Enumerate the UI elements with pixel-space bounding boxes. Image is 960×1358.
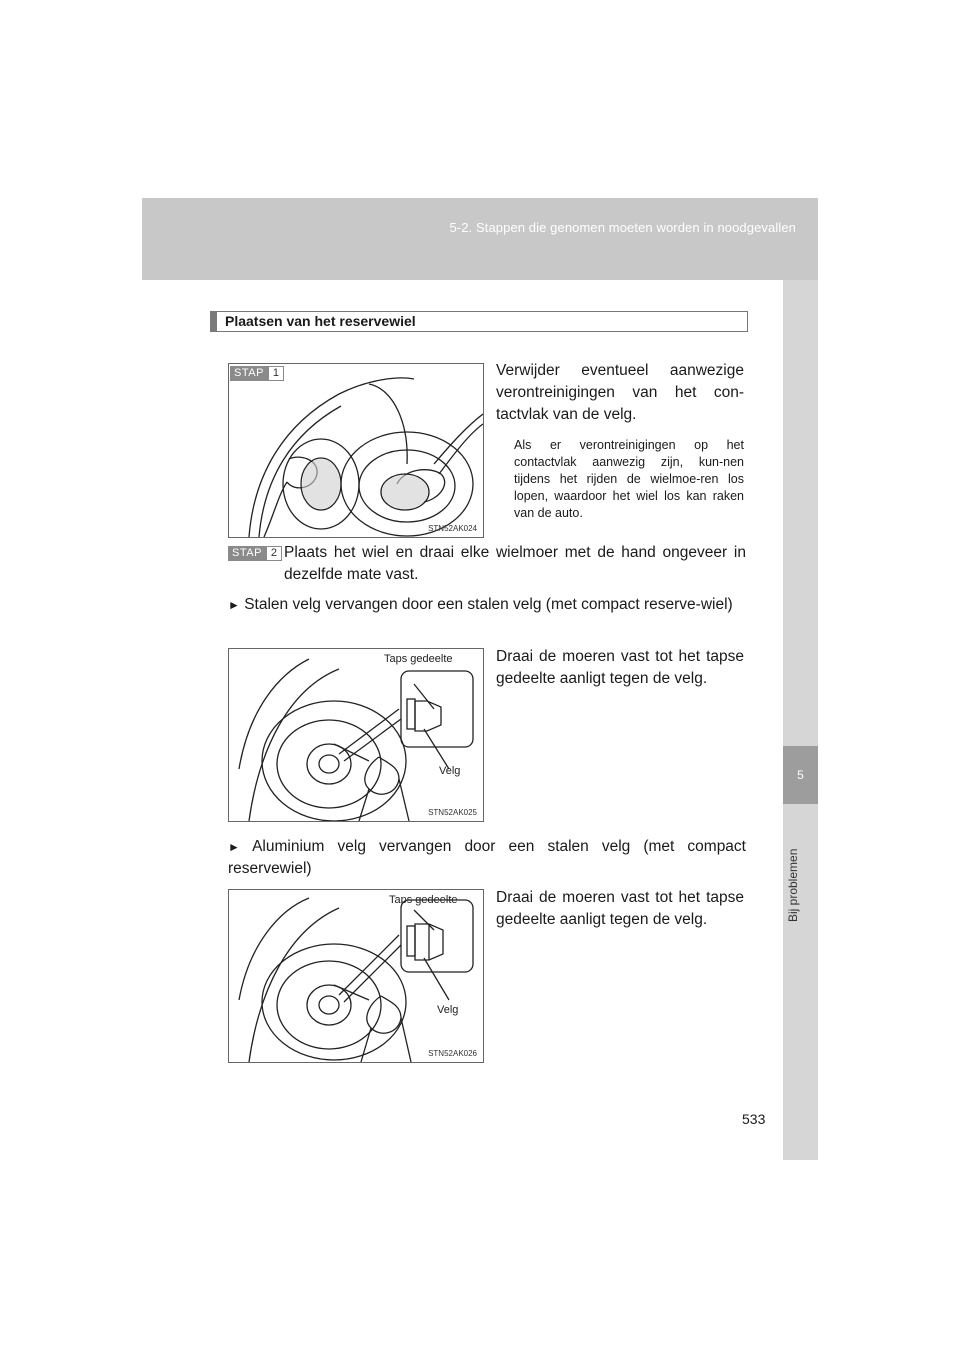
step-word: STAP bbox=[230, 366, 268, 381]
figure-code: STN52AK024 bbox=[428, 524, 477, 533]
step-number: 2 bbox=[266, 546, 282, 561]
page-number: 533 bbox=[742, 1111, 766, 1127]
step-word: STAP bbox=[228, 546, 266, 561]
case-2-title-text: Aluminium velg vervangen door een stalen velg (met compact reservewiel) bbox=[228, 838, 746, 877]
side-chapter-band bbox=[783, 280, 818, 1160]
chapter-header-title: 5-2. Stappen die genomen moeten worden in noodgevallen bbox=[449, 220, 796, 235]
steel-rim-illustration bbox=[229, 649, 483, 821]
figure-code: STN52AK025 bbox=[428, 808, 477, 817]
chapter-label: Bij problemen bbox=[786, 848, 800, 922]
chapter-tab[interactable] bbox=[783, 746, 818, 804]
figure-steel-rim bbox=[228, 648, 484, 822]
label-taper: Taps gedeelte bbox=[389, 894, 458, 906]
case-2-title bbox=[228, 836, 746, 880]
case-1-title-text: Stalen velg vervangen door een stalen velg (met compact reserve-wiel) bbox=[244, 596, 733, 613]
aluminium-rim-illustration bbox=[229, 890, 483, 1062]
figure-code: STN52AK026 bbox=[428, 1049, 477, 1058]
label-rim: Velg bbox=[439, 765, 461, 777]
step-number: 1 bbox=[268, 366, 284, 381]
section-heading: Plaatsen van het reservewiel bbox=[210, 311, 748, 332]
case-2-text: Draai de moeren vast tot het tapse gedeelte aanligt tegen de velg. bbox=[496, 889, 744, 928]
chapter-number: 5 bbox=[797, 768, 804, 782]
page-header bbox=[142, 198, 818, 280]
triangle-bullet-icon: ► bbox=[228, 598, 240, 612]
case-1-title bbox=[228, 594, 746, 616]
step-1-note: Als er verontreinigingen op het contactvlak aanwezig zijn, kun-nen tijdens het rijden de wielmoe-ren los lopen, waardoor het wiel los kan raken van de auto. bbox=[514, 438, 744, 520]
figure-clean-rim bbox=[228, 363, 484, 538]
case-1-text: Draai de moeren vast tot het tapse gedeelte aanligt tegen de velg. bbox=[496, 648, 744, 687]
clean-rim-illustration bbox=[229, 364, 483, 537]
label-rim: Velg bbox=[437, 1004, 459, 1016]
step-1-text: Verwijder eventueel aanwezige verontreinigingen van het con-tactvlak van de velg. bbox=[496, 362, 744, 423]
figure-aluminium-rim bbox=[228, 889, 484, 1063]
step-1-badge bbox=[230, 366, 284, 381]
triangle-bullet-icon: ► bbox=[228, 840, 240, 854]
label-taper: Taps gedeelte bbox=[384, 653, 453, 665]
step-2-badge bbox=[228, 546, 282, 561]
step-2-text: Plaats het wiel en draai elke wielmoer met de hand ongeveer in dezelfde mate vast. bbox=[284, 544, 746, 583]
